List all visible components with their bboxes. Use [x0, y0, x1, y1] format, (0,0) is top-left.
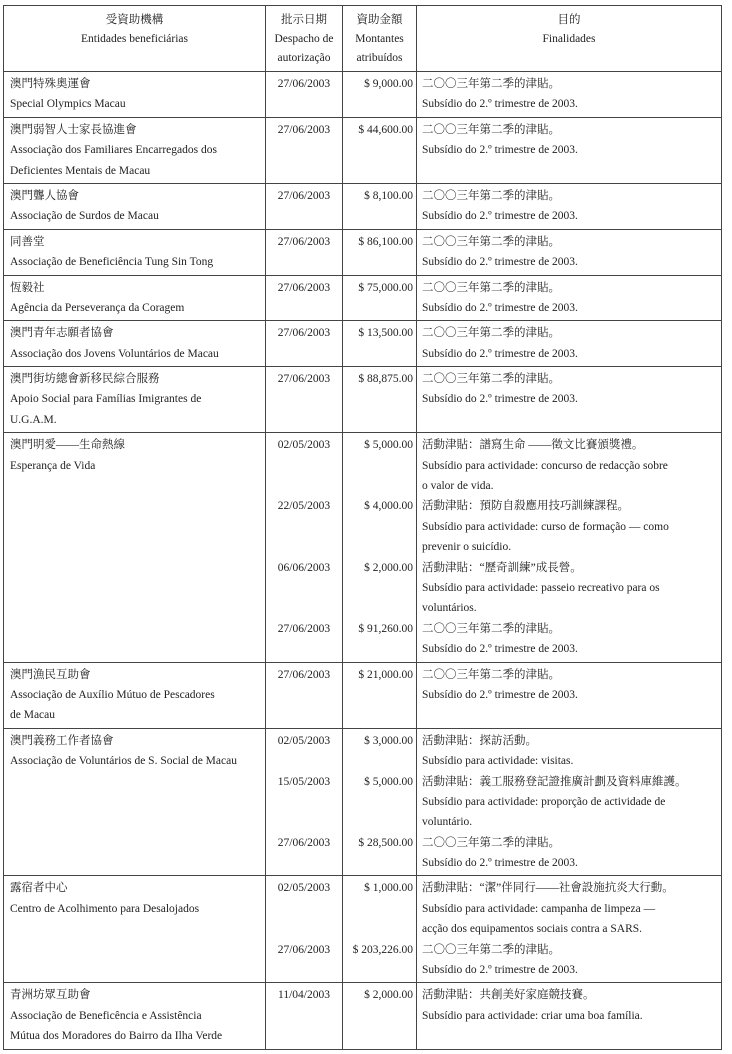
purpose-pt: Subsídio para actividade: passeio recreativo para os: [422, 581, 660, 594]
grant-amount: $ 21,000.00: [358, 668, 413, 681]
purpose-cell: [417, 229, 722, 275]
purpose-cell: [417, 367, 722, 433]
header-entity-pt: Entidades beneficiárias: [81, 33, 188, 45]
purpose-cell: [417, 728, 722, 876]
purpose-zh: 二〇〇三年第二季的津貼。: [422, 622, 560, 635]
purpose-pt: Subsídio para actividade: visitas.: [422, 755, 574, 768]
date-cell: [266, 876, 343, 983]
purpose-cell: [417, 72, 722, 118]
entity-name-zh: 澳門漁民互助會: [10, 668, 91, 681]
entity-cell: [4, 662, 266, 728]
entity-name-zh: 澳門明愛——生命熱線: [10, 439, 125, 452]
spacer-line: [343, 812, 413, 832]
entity-cell: [4, 983, 266, 1049]
entity-name-zh: 露宿者中心: [10, 882, 68, 895]
grant-date: 27/06/2003: [277, 836, 331, 849]
entity-name-pt: Associação dos Jovens Voluntários de Macau: [10, 347, 219, 360]
grant-date: 15/05/2003: [277, 775, 331, 788]
table-row: [4, 275, 722, 321]
table-row: [4, 321, 722, 367]
amount-cell: [343, 321, 417, 367]
spacer-line: [343, 578, 413, 598]
entity-name-zh: 青洲坊眾互助會: [10, 989, 91, 1002]
purpose-cell: [417, 983, 722, 1049]
date-cell: [266, 117, 343, 183]
spacer-line: [343, 517, 413, 537]
grant-date: 27/06/2003: [277, 123, 331, 136]
entity-cell: [4, 433, 266, 662]
spacer-line: [343, 792, 413, 812]
entity-cell: [4, 367, 266, 433]
amount-cell: [343, 662, 417, 728]
entity-name-zh: 澳門聾人協會: [10, 189, 79, 202]
grant-date: 27/06/2003: [277, 78, 331, 90]
entity-cell: [4, 275, 266, 321]
grant-date: 27/06/2003: [277, 622, 331, 635]
grants-table-body: [4, 72, 722, 1050]
table-row: [4, 876, 722, 983]
purpose-pt: Subsídio do 2.º trimestre de 2003.: [422, 857, 578, 870]
entity-cell: [4, 229, 266, 275]
purpose-pt: Subsídio do 2.º trimestre de 2003.: [422, 347, 578, 360]
entity-name-pt: Associação de Surdos de Macau: [10, 210, 159, 223]
header-amount-pt-1: Montantes: [355, 33, 404, 45]
entity-name-zh: 恆毅社: [10, 281, 45, 294]
purpose-pt: prevenir o suicídio.: [422, 541, 512, 554]
purpose-zh: 二〇〇三年第二季的津貼。: [422, 836, 560, 849]
purpose-cell: [417, 117, 722, 183]
date-cell: [266, 433, 343, 662]
purpose-pt: Subsídio do 2.º trimestre de 2003.: [422, 256, 578, 269]
entity-name-zh: 澳門義務工作者協會: [10, 734, 114, 747]
spacer-line: [266, 456, 342, 476]
table-row: [4, 728, 722, 876]
amount-cell: [343, 72, 417, 118]
purpose-zh: 二〇〇三年第二季的津貼。: [422, 327, 560, 340]
amount-cell: [343, 229, 417, 275]
header-date-zh: 批示日期: [281, 14, 327, 26]
date-cell: [266, 367, 343, 433]
grant-amount: $ 2,000.00: [364, 989, 413, 1002]
table-row: [4, 183, 722, 229]
spacer-line: [266, 517, 342, 537]
entity-name-zh: 澳門弱智人士家長協進會: [10, 123, 137, 136]
purpose-pt: Subsídio para actividade: concurso de redacção sobre: [422, 459, 668, 472]
grant-amount: $ 75,000.00: [358, 281, 413, 294]
amount-cell: [343, 117, 417, 183]
grant-date: 22/05/2003: [277, 500, 331, 513]
entity-name-pt: Associação de Auxílio Mútuo de Pescadores: [10, 688, 215, 701]
grant-date: 27/06/2003: [277, 668, 331, 681]
header-amount: [343, 6, 417, 72]
entity-cell: [4, 728, 266, 876]
purpose-zh: 活動津貼：預防自殺應用技巧訓練課程。: [422, 500, 629, 513]
purpose-zh: 活動津貼：譜寫生命 ——徵文比賽頒獎禮。: [422, 439, 644, 452]
grant-date: 11/04/2003: [278, 989, 330, 1002]
spacer-line: [343, 537, 413, 557]
spacer-line: [266, 919, 342, 939]
date-cell: [266, 321, 343, 367]
header-purpose-pt: Finalidades: [542, 33, 596, 45]
entity-name-zh: 澳門青年志願者協會: [10, 327, 114, 340]
purpose-pt: Subsídio do 2.º trimestre de 2003.: [422, 393, 578, 406]
purpose-pt: Subsídio do 2.º trimestre de 2003.: [422, 643, 578, 656]
spacer-line: [343, 476, 413, 496]
date-cell: [266, 662, 343, 728]
spacer-line: [266, 476, 342, 496]
grant-amount: $ 3,000.00: [364, 734, 413, 747]
purpose-zh: 活動津貼：“潔”伴同行——社會設施抗炎大行動。: [422, 882, 674, 895]
purpose-zh: 二〇〇三年第二季的津貼。: [422, 668, 560, 681]
entity-name-pt: Agência da Perseverança da Coragem: [10, 301, 185, 314]
grant-amount: $ 8,100.00: [364, 189, 413, 202]
grant-amount: $ 203,226.00: [352, 943, 413, 956]
grant-amount: $ 5,000.00: [364, 775, 413, 788]
grant-date: 02/05/2003: [277, 439, 331, 452]
purpose-pt: Subsídio do 2.º trimestre de 2003.: [422, 688, 578, 701]
entity-name-pt: Apoio Social para Famílias Imigrantes de: [10, 393, 202, 406]
grant-date: 06/06/2003: [277, 561, 331, 574]
header-purpose-zh: 目的: [557, 14, 581, 26]
grant-date: 27/06/2003: [277, 235, 331, 248]
grant-amount: $ 1,000.00: [364, 882, 413, 895]
date-cell: [266, 72, 343, 118]
spacer-line: [266, 537, 342, 557]
purpose-pt: o valor de vida.: [422, 480, 494, 493]
amount-cell: [343, 876, 417, 983]
purpose-pt: Subsídio para actividade: criar uma boa família.: [422, 1009, 643, 1022]
purpose-zh: 活動津貼：“歷奇訓練”成長營。: [422, 561, 582, 574]
amount-cell: [343, 433, 417, 662]
header-purpose: [417, 6, 722, 72]
entity-cell: [4, 117, 266, 183]
date-cell: [266, 275, 343, 321]
grant-amount: $ 28,500.00: [358, 836, 413, 849]
spacer-line: [343, 919, 413, 939]
purpose-pt: voluntários.: [422, 602, 477, 615]
grant-amount: $ 9,000.00: [364, 78, 413, 90]
entity-name-pt: Associação de Voluntários de S. Social de Macau: [10, 755, 237, 768]
entity-name-pt: Associação dos Familiares Encarregados dos: [10, 144, 217, 157]
grant-amount: $ 2,000.00: [364, 561, 413, 574]
grant-amount: $ 86,100.00: [358, 235, 413, 248]
table-row: [4, 367, 722, 433]
header-date-pt-2: autorização: [277, 52, 331, 64]
header-date: [266, 6, 343, 72]
date-cell: [266, 183, 343, 229]
purpose-pt: Subsídio do 2.º trimestre de 2003.: [422, 98, 578, 111]
purpose-pt: Subsídio para actividade: proporção de actividade de: [422, 795, 666, 808]
table-row: [4, 229, 722, 275]
grant-amount: $ 91,260.00: [358, 622, 413, 635]
entity-cell: [4, 72, 266, 118]
entity-name-pt: Deficientes Mentais de Macau: [10, 164, 151, 177]
purpose-pt: Subsídio do 2.º trimestre de 2003.: [422, 301, 578, 314]
date-cell: [266, 983, 343, 1049]
amount-cell: [343, 183, 417, 229]
spacer-line: [343, 456, 413, 476]
date-cell: [266, 229, 343, 275]
purpose-pt: Subsídio do 2.º trimestre de 2003.: [422, 964, 578, 977]
purpose-zh: 二〇〇三年第二季的津貼。: [422, 123, 560, 136]
grant-date: 27/06/2003: [277, 281, 331, 294]
amount-cell: [343, 367, 417, 433]
header-amount-pt-2: atribuídos: [356, 52, 403, 64]
spacer-line: [343, 751, 413, 771]
table-row: [4, 117, 722, 183]
table-row: [4, 983, 722, 1049]
amount-cell: [343, 728, 417, 876]
header-date-pt-1: Despacho de: [274, 33, 334, 45]
grant-amount: $ 4,000.00: [364, 500, 413, 513]
entity-name-pt: Associação de Beneficiência Tung Sin Tong: [10, 256, 214, 269]
purpose-cell: [417, 876, 722, 983]
purpose-cell: [417, 275, 722, 321]
grants-table: [3, 5, 722, 1050]
grant-date: 27/06/2003: [277, 327, 331, 340]
spacer-line: [266, 899, 342, 919]
header-entity: [4, 6, 266, 72]
spacer-line: [343, 899, 413, 919]
entity-cell: [4, 876, 266, 983]
purpose-cell: [417, 433, 722, 662]
table-row: [4, 433, 722, 662]
purpose-cell: [417, 183, 722, 229]
table-header-row: [4, 6, 722, 72]
entity-name-zh: 澳門街坊總會新移民綜合服務: [10, 373, 160, 386]
entity-name-pt: Associação de Beneficência e Assistência: [10, 1009, 202, 1022]
purpose-zh: 活動津貼：共創美好家庭競技賽。: [422, 989, 595, 1002]
purpose-zh: 活動津貼：探訪活動。: [422, 734, 537, 747]
spacer-line: [266, 598, 342, 618]
purpose-zh: 二〇〇三年第二季的津貼。: [422, 235, 560, 248]
purpose-zh: 二〇〇三年第二季的津貼。: [422, 78, 560, 90]
grant-date: 27/06/2003: [277, 943, 331, 956]
amount-cell: [343, 275, 417, 321]
entity-cell: [4, 321, 266, 367]
purpose-cell: [417, 321, 722, 367]
spacer-line: [266, 792, 342, 812]
purpose-pt: Subsídio para actividade: curso de formação — como: [422, 520, 669, 533]
grant-amount: $ 5,000.00: [364, 439, 413, 452]
entity-cell: [4, 183, 266, 229]
purpose-zh: 二〇〇三年第二季的津貼。: [422, 281, 560, 294]
grant-date: 02/05/2003: [277, 734, 331, 747]
entity-name-pt: U.G.A.M.: [10, 413, 57, 426]
entity-name-zh: 澳門特殊奧運會: [10, 78, 91, 90]
entity-name-zh: 同善堂: [10, 235, 45, 248]
purpose-cell: [417, 662, 722, 728]
entity-name-pt: Mútua dos Moradores do Bairro da Ilha Verde: [10, 1030, 223, 1043]
header-amount-zh: 資助金額: [356, 14, 403, 26]
entity-name-pt: Centro de Acolhimento para Desalojados: [10, 902, 200, 915]
spacer-line: [343, 598, 413, 618]
purpose-pt: voluntário.: [422, 816, 473, 829]
grant-date: 27/06/2003: [277, 189, 331, 202]
purpose-zh: 二〇〇三年第二季的津貼。: [422, 189, 560, 202]
purpose-pt: Subsídio do 2.º trimestre de 2003.: [422, 144, 578, 157]
purpose-zh: 二〇〇三年第二季的津貼。: [422, 373, 560, 386]
purpose-pt: Subsídio do 2.º trimestre de 2003.: [422, 210, 578, 223]
grant-date: 02/05/2003: [277, 882, 331, 895]
spacer-line: [266, 751, 342, 771]
table-row: [4, 72, 722, 118]
table-row: [4, 662, 722, 728]
spacer-line: [266, 578, 342, 598]
date-cell: [266, 728, 343, 876]
header-entity-zh: 受資助機構: [105, 14, 164, 26]
entity-name-pt: de Macau: [10, 709, 56, 722]
grant-amount: $ 88,875.00: [358, 373, 413, 386]
grant-amount: $ 13,500.00: [358, 327, 413, 340]
spacer-line: [266, 812, 342, 832]
purpose-pt: acção dos equipamentos sociais contra a SARS.: [422, 923, 643, 936]
purpose-pt: Subsídio para actividade: campanha de limpeza —: [422, 902, 656, 915]
grant-date: 27/06/2003: [277, 373, 331, 386]
amount-cell: [343, 983, 417, 1049]
grant-amount: $ 44,600.00: [358, 123, 413, 136]
purpose-zh: 活動津貼：義工服務登記證推廣計劃及資料庫維護。: [422, 775, 687, 788]
grants-document: [3, 5, 721, 1050]
entity-name-pt: Special Olympics Macau: [10, 98, 126, 111]
entity-name-pt: Esperança de Vida: [10, 459, 96, 472]
purpose-zh: 二〇〇三年第二季的津貼。: [422, 943, 560, 956]
